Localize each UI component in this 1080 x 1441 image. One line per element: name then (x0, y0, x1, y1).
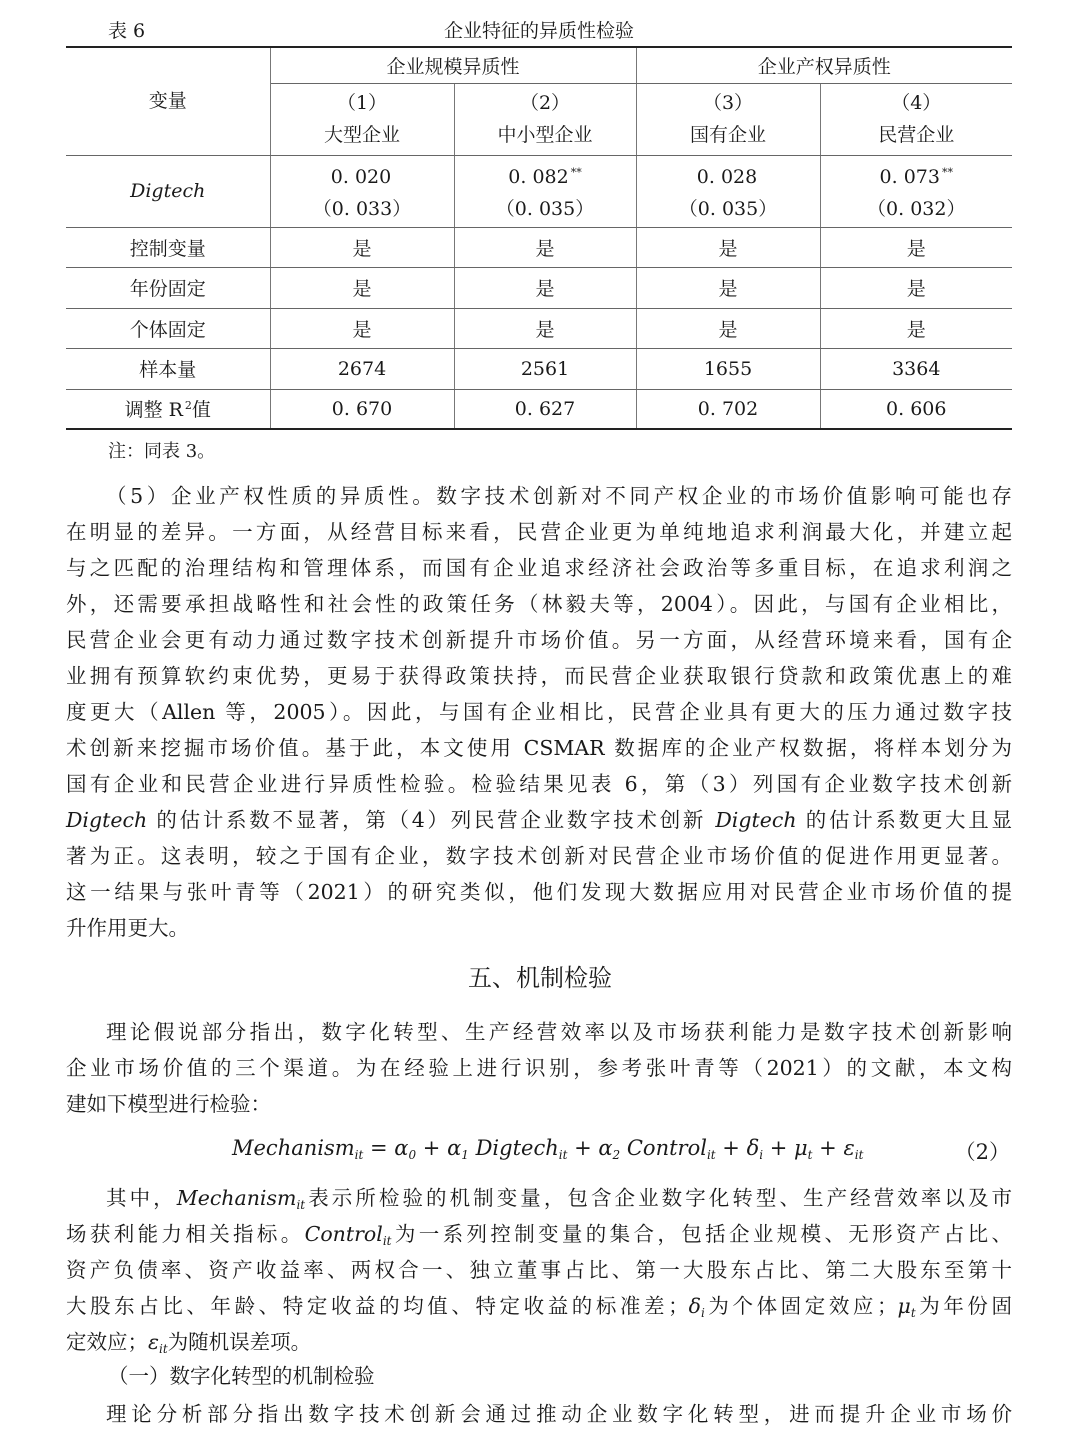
table-cell: 3364 (820, 348, 1012, 389)
row-label: 年份固定 (66, 267, 270, 308)
coef-cell: 0. 073 ** （0. 032） (820, 155, 1012, 227)
text-line: 这一结果与张叶青等（2021）的研究类似，他们发现大数据应用对民营企业市场价值的提 (66, 880, 1012, 904)
text-line: 资产负债率、资产收益率、两权合一、独立董事占比、第一大股东占比、第二大股东至第十 (66, 1258, 1012, 1282)
table-cell: 是 (454, 308, 636, 348)
table-row (66, 389, 1012, 429)
text-line: 著为正。这表明，较之于国有企业，数字技术创新对民营企业市场价值的促进作用更显著。 (66, 844, 1012, 868)
text-line: 理论假说部分指出，数字化转型、生产经营效率以及市场获利能力是数字技术创新影响 (106, 1020, 1012, 1044)
table-cell: 0. 702 (636, 389, 820, 429)
variable-header: 变量 (66, 47, 270, 155)
row-label-r2: 调整 R $^2$值 (66, 389, 270, 429)
table-row (66, 267, 1012, 308)
text-line: （5）企业产权性质的异质性。数字技术创新对不同产权企业的市场价值影响可能也存 (106, 484, 1012, 508)
text-line: 业拥有预算软约束优势，更易于获得政策扶持，而民营企业获取银行贷款和政策优惠上的难 (66, 664, 1012, 688)
text-line: 民营企业会更有动力通过数字技术创新提升市场价值。另一方面，从经营环境来看，国有企 (66, 628, 1012, 652)
text-line: 外，还需要承担战略性和社会性的政策任务（林毅夫等，2004）。因此，与国有企业相比， (66, 592, 1012, 616)
column-header: （1） 大型企业 (270, 83, 454, 155)
text-line: 场获利能力相关指标。Control$_{it}$为一系列控制变量的集合，包括企业规模、无形资产占比、 (66, 1222, 1013, 1248)
coef-cell: 0. 082 ** （0. 035） (454, 155, 636, 227)
equation-body: Mechanism$_{it}$ = $\alpha_0 + \alpha_1$ Digtech$_{it}$ + $\alpha_2$ Control$_{it}$ + $\delta_i + \mu_t + \varepsilon_{it}$ (232, 1136, 864, 1162)
row-label: 个体固定 (66, 308, 270, 348)
row-label: 样本量 (66, 348, 270, 389)
equation-number: （2） (954, 1140, 1010, 1164)
table-cell: 2674 (270, 348, 454, 389)
text-line: 在明显的差异。一方面，从经营目标来看，民营企业更为单纯地追求利润最大化，并建立起 (66, 520, 1012, 544)
table-row (66, 348, 1012, 389)
text-line: 理论分析部分指出数字技术创新会通过推动企业数字化转型，进而提升企业市场价 (106, 1402, 1012, 1426)
section-title: 五、机制检验 (468, 964, 612, 992)
text-line: 升作用更大。 (66, 916, 189, 940)
group-header-size: 企业规模异质性 (270, 47, 636, 83)
paragraph-mechanism-intro (66, 1014, 1012, 1122)
text-line: 建如下模型进行检验： (66, 1092, 271, 1116)
table-note: 注：同表 3。 (108, 441, 216, 462)
table-cell: 是 (636, 227, 820, 267)
text-line: 其中，Mechanism$_{it}$表示所检验的机制变量，包含企业数字化转型、生产经营效率以及市 (106, 1186, 1013, 1212)
table-cell: 是 (820, 267, 1012, 308)
table-cell: 是 (636, 267, 820, 308)
paragraph-variables (66, 1180, 1012, 1360)
table-row (66, 308, 1012, 348)
text-line: 企业市场价值的三个渠道。为在经验上进行识别，参考张叶青等（2021）的文献，本文构 (66, 1056, 1012, 1080)
subsection-title: （一）数字化转型的机制检验 (108, 1364, 375, 1388)
table-number: 表 6 (108, 20, 146, 42)
results-table (66, 46, 1012, 430)
equation-2 (0, 1132, 1080, 1172)
table-cell: 是 (454, 227, 636, 267)
table-cell: 是 (820, 308, 1012, 348)
table-cell: 是 (270, 308, 454, 348)
table-cell: 是 (636, 308, 820, 348)
table-cell: 2561 (454, 348, 636, 389)
text-line: 定效应；$\varepsilon_{it}$为随机误差项。 (66, 1330, 312, 1356)
group-header-ownership: 企业产权异质性 (636, 47, 1012, 83)
table-cell: 0. 627 (454, 389, 636, 429)
table-cell: 是 (270, 227, 454, 267)
row-label: 控制变量 (66, 227, 270, 267)
table-cell: 是 (454, 267, 636, 308)
table-title: 企业特征的异质性检验 (443, 20, 634, 42)
column-header: （4） 民营企业 (820, 83, 1012, 155)
text-line: 与之匹配的治理结构和管理体系，而国有企业追求经济社会政治等多重目标，在追求利润之 (66, 556, 1012, 580)
table-row (66, 155, 1012, 227)
text-line: 度更大（Allen 等，2005）。因此，与国有企业相比，民营企业具有更大的压力通过数字技 (66, 700, 1012, 724)
coef-cell: 0. 028 （0. 035） (636, 155, 820, 227)
table-row (66, 227, 1012, 267)
text-line: 术创新来挖掘市场价值。基于此，本文使用 CSMAR 数据库的企业产权数据，将样本划分为 (66, 736, 1012, 760)
paragraph-ownership (66, 478, 1012, 946)
text-line: 大股东占比、年龄、特定收益的均值、特定收益的标准差；$\delta_i$为个体固定效应；$\mu_t$为年份固 (66, 1294, 1013, 1320)
text-line: Digtech 的估计系数不显著，第（4）列民营企业数字技术创新 Digtech 的估计系数更大且显 (66, 808, 1012, 832)
coef-cell: 0. 020 （0. 033） (270, 155, 454, 227)
table-caption (66, 12, 1012, 42)
table-cell: 1655 (636, 348, 820, 389)
table-cell: 0. 670 (270, 389, 454, 429)
table-cell: 是 (820, 227, 1012, 267)
text-line: 国有企业和民营企业进行异质性检验。检验结果见表 6，第（3）列国有企业数字技术创新 (66, 772, 1012, 796)
paragraph-digital-transformation (66, 1396, 1012, 1432)
table-cell: 0. 606 (820, 389, 1012, 429)
column-header: （3） 国有企业 (636, 83, 820, 155)
row-label-digtech: Digtech (66, 155, 270, 227)
column-header: （2） 中小型企业 (454, 83, 636, 155)
table-cell: 是 (270, 267, 454, 308)
